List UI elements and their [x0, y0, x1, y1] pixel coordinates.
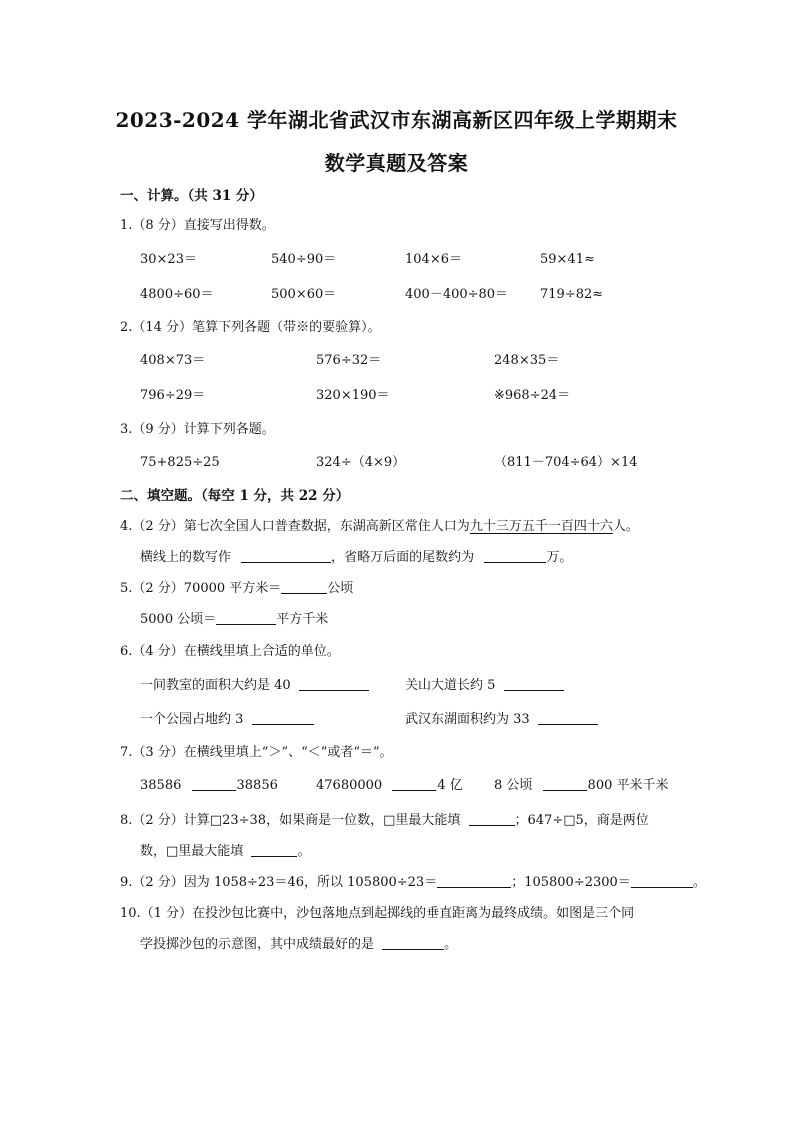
q1-item: 719÷82≈: [540, 287, 604, 302]
q6-text: 关山大道长约 5: [405, 678, 496, 693]
q8-text: 数，□里最大能填: [140, 844, 244, 859]
q6-text: 武汉东湖面积约为 33: [405, 712, 530, 727]
q7-right: 4 亿: [437, 778, 463, 793]
q6-item: [405, 710, 598, 730]
q9-text: 。: [692, 875, 706, 890]
q1-item: 540÷90＝: [271, 252, 337, 267]
q9-line: [120, 873, 706, 893]
q4-line2: [140, 548, 572, 568]
answer-blank[interactable]: [392, 776, 436, 791]
q5-text: 5.（2 分）70000 平方米＝: [120, 581, 282, 596]
q5-line1: [120, 579, 353, 599]
answer-blank[interactable]: [252, 710, 314, 725]
q7-label: 7.（3 分）在横线里填上“＞”、“＜”或者“＝”。: [120, 745, 393, 760]
q2-item: 320×190＝: [316, 388, 390, 403]
q1-item: 59×41≈: [540, 252, 595, 267]
q3-item: 324÷（4×9）: [316, 455, 406, 470]
q2-item: ※968÷24＝: [494, 388, 571, 403]
q5-line2: [140, 610, 328, 630]
q8-line2: [140, 842, 310, 862]
q2-item: 796÷29＝: [140, 388, 206, 403]
q4-text: 4.（2 分）第七次全国人口普查数据，东湖高新区常住人口为: [120, 519, 470, 534]
q4-underlined-number: 九十三万五千一百四十六: [469, 519, 613, 534]
answer-blank[interactable]: [299, 676, 369, 691]
q1-item: 104×6＝: [405, 252, 462, 267]
q4-text: 万。: [546, 550, 573, 565]
page-title-line1: 2023-2024 学年湖北省武汉市东湖高新区四年级上学期期末: [115, 108, 678, 132]
q6-item: [140, 676, 369, 696]
q9-text: 9.（2 分）因为 1058÷23＝46，所以 105800÷23＝: [120, 875, 438, 890]
q2-item: 248×35＝: [494, 353, 560, 368]
answer-blank[interactable]: [192, 776, 236, 791]
q3-item: 75+825÷25: [140, 455, 220, 470]
q4-line1: [120, 517, 639, 537]
answer-blank[interactable]: [382, 935, 444, 950]
answer-blank[interactable]: [484, 548, 546, 563]
q7-pair: [140, 776, 278, 796]
q2-label: 2.（14 分）笔算下列各题（带※的要验算）。: [120, 320, 381, 335]
q1-item: 500×60＝: [271, 287, 337, 302]
q9-text: ；105800÷2300＝: [511, 875, 631, 890]
q1-item: 30×23＝: [140, 252, 197, 267]
q1-item: 4800÷60＝: [140, 287, 214, 302]
q3-label: 3.（9 分）计算下列各题。: [120, 422, 275, 437]
q4-text-end: 人。: [612, 519, 639, 534]
answer-blank[interactable]: [504, 676, 564, 691]
q6-label: 6.（4 分）在横线里填上合适的单位。: [120, 644, 340, 659]
answer-blank[interactable]: [469, 811, 515, 826]
q10-line1: 10.（1 分）在投沙包比赛中，沙包落地点到起掷线的垂直距离为最终成绩。如图是三个同: [120, 906, 635, 921]
answer-blank[interactable]: [538, 710, 598, 725]
q7-left: 8 公顷: [494, 778, 533, 793]
answer-blank[interactable]: [631, 873, 693, 888]
section2-heading: 二、填空题。（每空 1 分，共 22 分）: [120, 488, 350, 504]
q3-item: （811－704÷64）×14: [494, 455, 638, 470]
q8-text: 8.（2 分）计算□23÷38，如果商是一位数，□里最大能填: [120, 813, 461, 828]
q2-item: 576÷32＝: [316, 353, 382, 368]
answer-blank[interactable]: [543, 776, 587, 791]
answer-blank[interactable]: [216, 610, 276, 625]
q1-label: 1.（8 分）直接写出得数。: [120, 218, 275, 233]
answer-blank[interactable]: [251, 842, 297, 857]
q7-left: 47680000: [316, 778, 383, 793]
q6-item: [140, 710, 314, 730]
q6-item: [405, 676, 564, 696]
q8-text: 。: [297, 844, 311, 859]
q5-text: 公顷: [327, 581, 354, 596]
q7-pair: [316, 776, 463, 796]
q7-pair: [494, 776, 669, 796]
q7-left: 38586: [140, 778, 182, 793]
q5-text: 平方千米: [276, 612, 329, 627]
q10-text: 学投掷沙包的示意图，其中成绩最好的是: [140, 937, 375, 952]
q4-text: ，省略万后面的尾数约为: [331, 550, 475, 565]
q8-text: ；647÷□5，商是两位: [514, 813, 649, 828]
q10-text: 。: [444, 937, 458, 952]
q6-text: 一个公园占地约 3: [140, 712, 244, 727]
answer-blank[interactable]: [437, 873, 511, 888]
q8-line1: [120, 811, 649, 831]
q7-right: 800 平米千米: [587, 778, 669, 793]
q10-line2: [140, 935, 457, 955]
answer-blank[interactable]: [241, 548, 331, 563]
answer-blank[interactable]: [281, 579, 327, 594]
q5-text: 5000 公顷＝: [140, 612, 217, 627]
q6-text: 一间教室的面积大约是 40: [140, 678, 291, 693]
page-title-line2: 数学真题及答案: [324, 151, 469, 175]
q7-right: 38856: [236, 778, 278, 793]
section1-heading: 一、计算。（共 31 分）: [120, 188, 263, 204]
q2-item: 408×73＝: [140, 353, 206, 368]
q1-item: 400－400÷80＝: [405, 287, 509, 302]
q4-text: 横线上的数写作: [140, 550, 232, 565]
